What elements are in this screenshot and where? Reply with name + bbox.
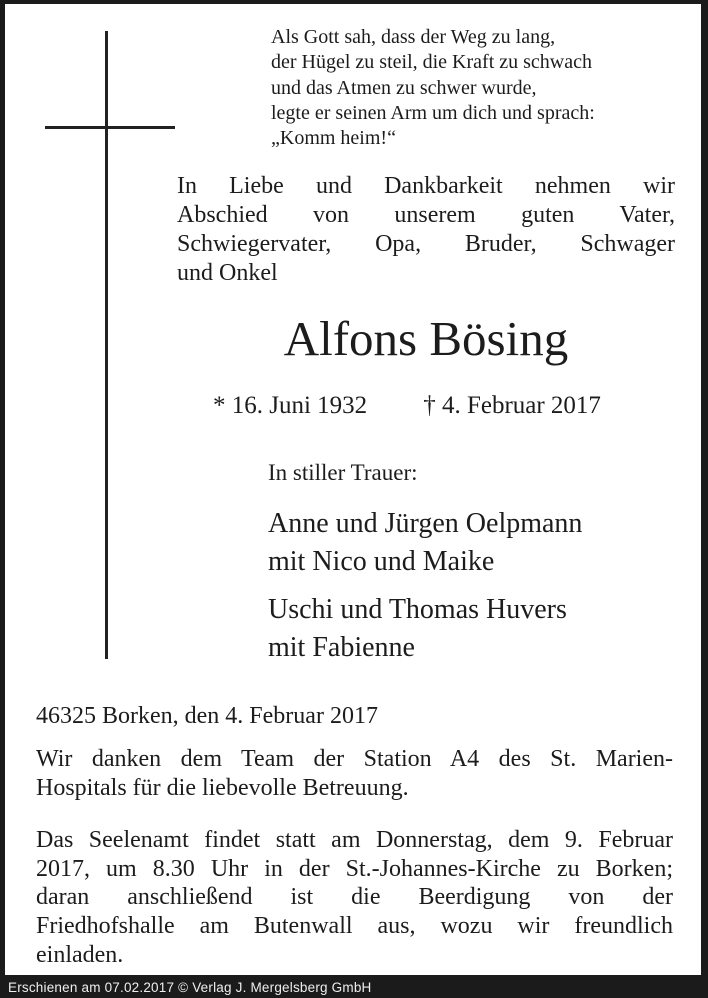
service-paragraph xyxy=(36,826,673,970)
deceased-name: Alfons Bösing xyxy=(283,311,569,366)
mourner-line: Uschi und Thomas Huvers xyxy=(268,594,567,625)
birth-date-text: 16. Juni 1932 xyxy=(231,392,368,419)
mourner-family-huvers xyxy=(268,591,567,667)
publisher-footer: Erschienen am 07.02.2017 © Verlag J. Mergelsberg GmbH xyxy=(8,980,372,995)
birth-date xyxy=(213,392,367,419)
poem-line: „Komm heim!“ xyxy=(271,127,396,150)
place-date-line: 46325 Borken, den 4. Februar 2017 xyxy=(36,703,378,729)
cross-icon-horizontal-bar xyxy=(45,126,175,129)
intro-line: In Liebe und Dankbarkeit nehmen wir xyxy=(177,173,675,199)
poem-line: und das Atmen zu schwer wurde, xyxy=(271,76,537,99)
intro-line: und Onkel xyxy=(177,260,278,286)
birth-star-icon: * xyxy=(213,392,226,419)
thanks-line: Hospitals für die liebevolle Betreuung. xyxy=(36,775,409,801)
mourner-family-oelpmann xyxy=(268,505,582,581)
mourning-label: In stiller Trauer: xyxy=(268,460,418,485)
life-dates xyxy=(213,392,601,419)
service-line: Das Seelenamt findet statt am Donnerstag, dem 9. Februar xyxy=(36,827,673,853)
thanks-line: Wir danken dem Team der Station A4 des St. Marien- xyxy=(36,746,673,772)
poem-line: der Hügel zu steil, die Kraft zu schwach xyxy=(271,51,592,74)
intro-line: Abschied von unserem guten Vater, xyxy=(177,202,675,228)
service-line: 2017, um 8.30 Uhr in der St.-Johannes-Kirche zu Borken; xyxy=(36,855,673,882)
service-line: einladen. xyxy=(36,941,124,968)
poem-line: Als Gott sah, dass der Weg zu lang, xyxy=(271,26,556,48)
poem-line: legte er seinen Arm um dich und sprach: xyxy=(271,101,595,124)
mourner-line: Anne und Jürgen Oelpmann xyxy=(268,508,583,539)
thanks-paragraph xyxy=(36,745,673,803)
obituary-panel xyxy=(5,4,701,975)
death-date xyxy=(423,392,601,419)
poem-verse xyxy=(271,25,595,151)
service-line: Friedhofshalle am Butenwall aus, wozu wir freundlich xyxy=(36,913,673,940)
intro-paragraph xyxy=(177,172,675,288)
death-dagger-icon: † xyxy=(423,392,436,419)
service-line: daran anschließend ist die Beerdigung von der xyxy=(36,884,673,911)
mourner-line: mit Fabienne xyxy=(268,632,415,663)
intro-line: Schwiegervater, Opa, Bruder, Schwager xyxy=(177,231,675,257)
death-date-text: 4. Februar 2017 xyxy=(441,392,601,419)
mourner-line: mit Nico und Maike xyxy=(268,546,495,577)
